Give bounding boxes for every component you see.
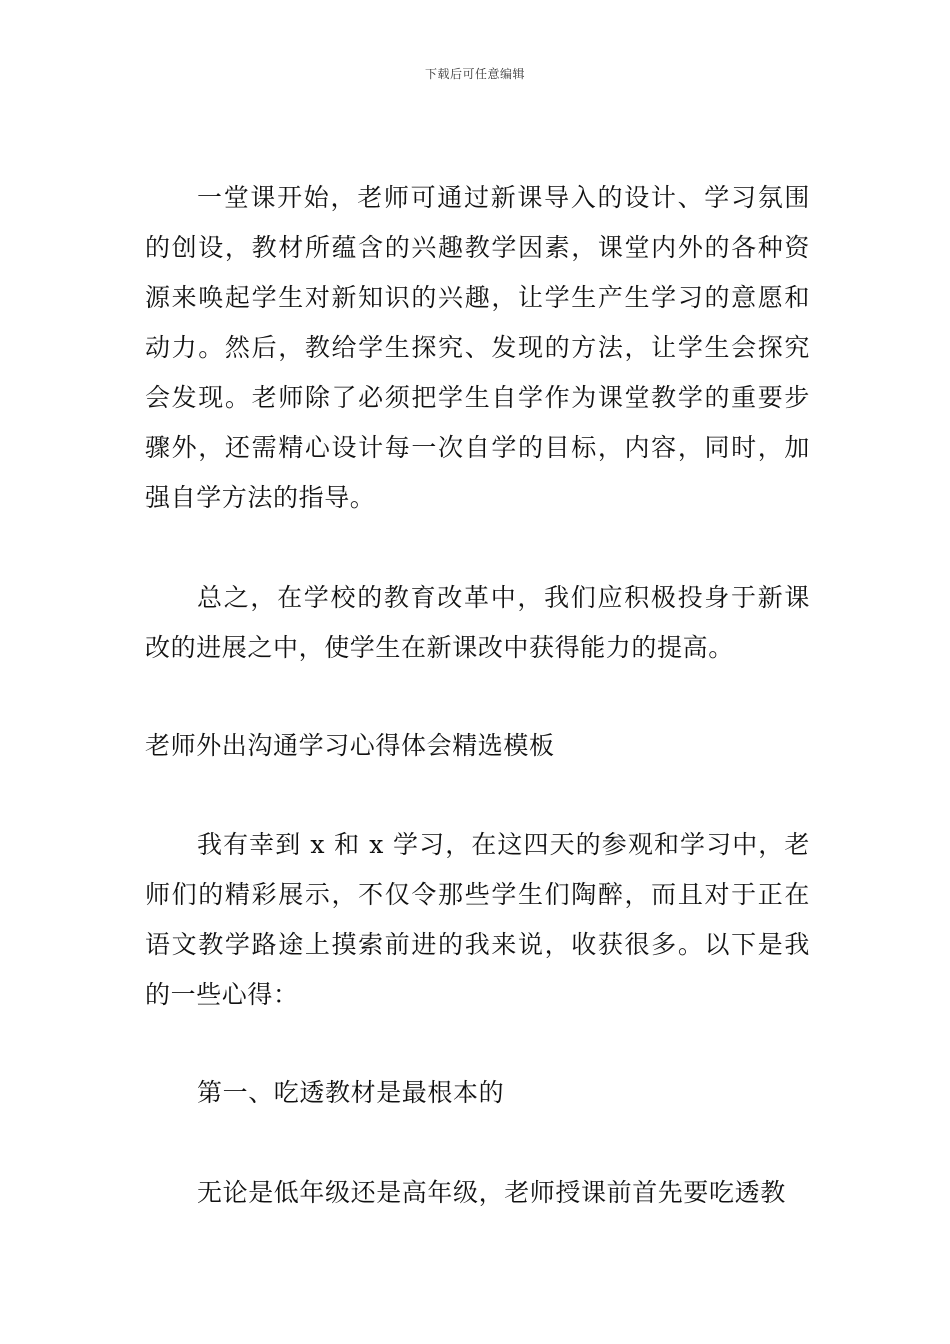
paragraph-block [145,173,810,523]
paragraph-block [145,1168,810,1218]
section-heading-block [145,721,810,771]
body-paragraph: 一堂课开始，老师可通过新课导入的设计、学习氛围的创设，教材所蕴含的兴趣教学因素，课堂内外的各种资源来唤起学生对新知识的兴趣，让学生产生学习的意愿和动力。然后，教给学生探究、发现的方法，让学生会探究会发现。老师除了必须把学生自学作为课堂教学的重要步骤外，还需精心设计每一次自学的目标，内容，同时，加强自学方法的指导。 [145,183,810,512]
section-heading: 老师外出沟通学习心得体会精选模板 [145,731,555,760]
subheading-paragraph: 第一、吃透教材是最根本的 [197,1078,505,1107]
body-paragraph: 无论是低年级还是高年级，老师授课前首先要吃透教 [197,1178,786,1207]
paragraph-block [145,573,810,673]
page-header: 下载后可任意编辑 [424,67,525,81]
paragraph-block [145,1068,810,1118]
body-paragraph: 总之，在学校的教育改革中，我们应积极投身于新课改的进展之中，使学生在新课改中获得能力的提高。 [145,583,810,662]
paragraph-block [145,820,810,1020]
body-paragraph: 我有幸到 x 和 x 学习，在这四天的参观和学习中，老师们的精彩展示，不仅令那些学生们陶醉，而且对于正在语文教学路途上摸索前进的我来说，收获很多。以下是我的一些心得： [145,830,810,1009]
